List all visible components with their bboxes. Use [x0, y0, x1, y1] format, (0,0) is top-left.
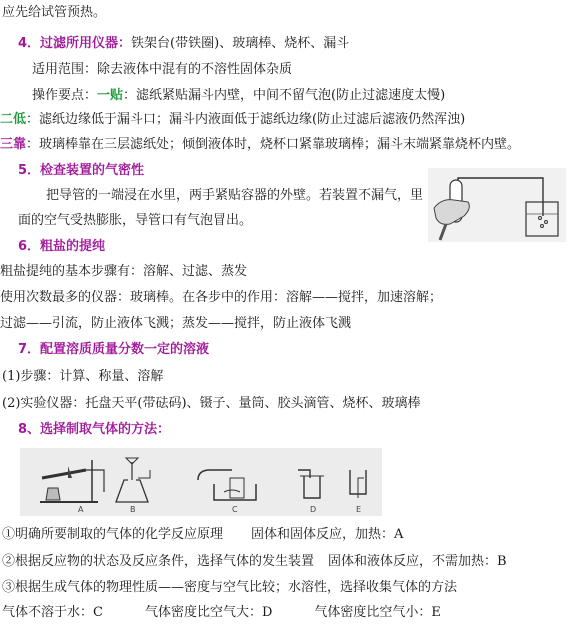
section-4-title: 4．过滤所用仪器：	[18, 36, 132, 51]
salt-steps: 粗盐提纯的基本步骤有：溶解、过滤、蒸发	[0, 264, 248, 279]
apparatus-label-a: A	[78, 505, 84, 514]
text-line-preheat: 应先给试管预热。	[2, 5, 107, 20]
apparatus-label-d: D	[310, 505, 317, 514]
airtightness-check-figure	[428, 168, 566, 242]
glass-rod-usage-1: 使用次数最多的仪器：玻璃棒。在各步中的作用：溶解——搅拌，加速溶解；	[0, 290, 443, 305]
collection-methods	[2, 604, 441, 622]
apparatus-label-b: B	[130, 505, 136, 514]
airtight-text-2: 面的空气受热膨胀，导管口有气泡冒出。	[18, 213, 253, 228]
apparatus-label-e: E	[356, 505, 362, 514]
operation-points-label: 操作要点：	[32, 88, 98, 103]
section-7-title: 7．配置溶质质量分数一定的溶液	[18, 342, 210, 357]
one-stick-text: ：滤纸紧贴漏斗内壁，中间不留气泡(防止过滤速度太慢)	[123, 88, 446, 103]
collection-e: 气体密度比空气小：E	[314, 605, 441, 620]
keyword-three-lean: 三靠	[0, 137, 27, 152]
method-step-1-text: ①明确所要制取的气体的化学反应原理	[2, 527, 224, 542]
filter-instruments: 铁架台(带铁圈)、玻璃棒、烧杯、漏斗	[131, 36, 350, 51]
method-step-2-case: 固体和液体反应，不需加热：B	[328, 554, 507, 569]
method-step-2-text: ②根据反应物的状态及反应条件，选择气体的发生装置	[2, 554, 315, 569]
keyword-one-stick: 一贴	[97, 88, 124, 103]
three-lean-text: ：玻璃棒靠在三层滤纸处；倾倒液体时，烧杯口紧靠玻璃棒；漏斗末端紧靠烧杯内壁。	[26, 137, 521, 152]
solution-steps: (1)步骤：计算、称量、溶解	[2, 369, 164, 384]
two-low-line	[0, 111, 465, 129]
one-stick-line	[32, 87, 445, 105]
apparatus-label-c: C	[232, 505, 238, 514]
section-4-line	[18, 35, 349, 53]
section-5-title: 5．检查装置的气密性	[18, 163, 145, 178]
three-lean-line	[0, 136, 520, 154]
method-step-3: ③根据生成气体的物理性质——密度与空气比较；水溶性，选择收集气体的方法	[2, 580, 458, 595]
filter-scope: 适用范围：除去液体中混有的不溶性固体杂质	[32, 62, 293, 77]
section-6-title: 6．粗盐的提纯	[18, 239, 106, 254]
collection-c: 气体不溶于水：C	[2, 605, 103, 620]
two-low-text: ：滤纸边缘低于漏斗口；漏斗内液面低于滤纸边缘(防止过滤后滤液仍然浑浊)	[26, 112, 466, 127]
section-8-title: 8、选择制取气体的方法：	[18, 422, 171, 437]
airtight-text-1: 把导管的一端浸在水里，两手紧贴容器的外壁。若装置不漏气，里	[46, 188, 424, 203]
gas-apparatus-figure	[20, 448, 382, 516]
method-step-2	[2, 553, 507, 571]
keyword-two-low: 二低	[0, 112, 27, 127]
method-step-1	[2, 526, 403, 544]
glass-rod-usage-2: 过滤——引流，防止液体飞溅；蒸发——搅拌，防止液体飞溅	[0, 316, 352, 331]
method-step-1-case: 固体和固体反应，加热：A	[251, 527, 404, 542]
collection-d: 气体密度比空气大：D	[144, 605, 273, 620]
solution-instruments: (2)实验仪器：托盘天平(带砝码)、镊子、量筒、胶头滴管、烧杯、玻璃棒	[2, 396, 421, 411]
